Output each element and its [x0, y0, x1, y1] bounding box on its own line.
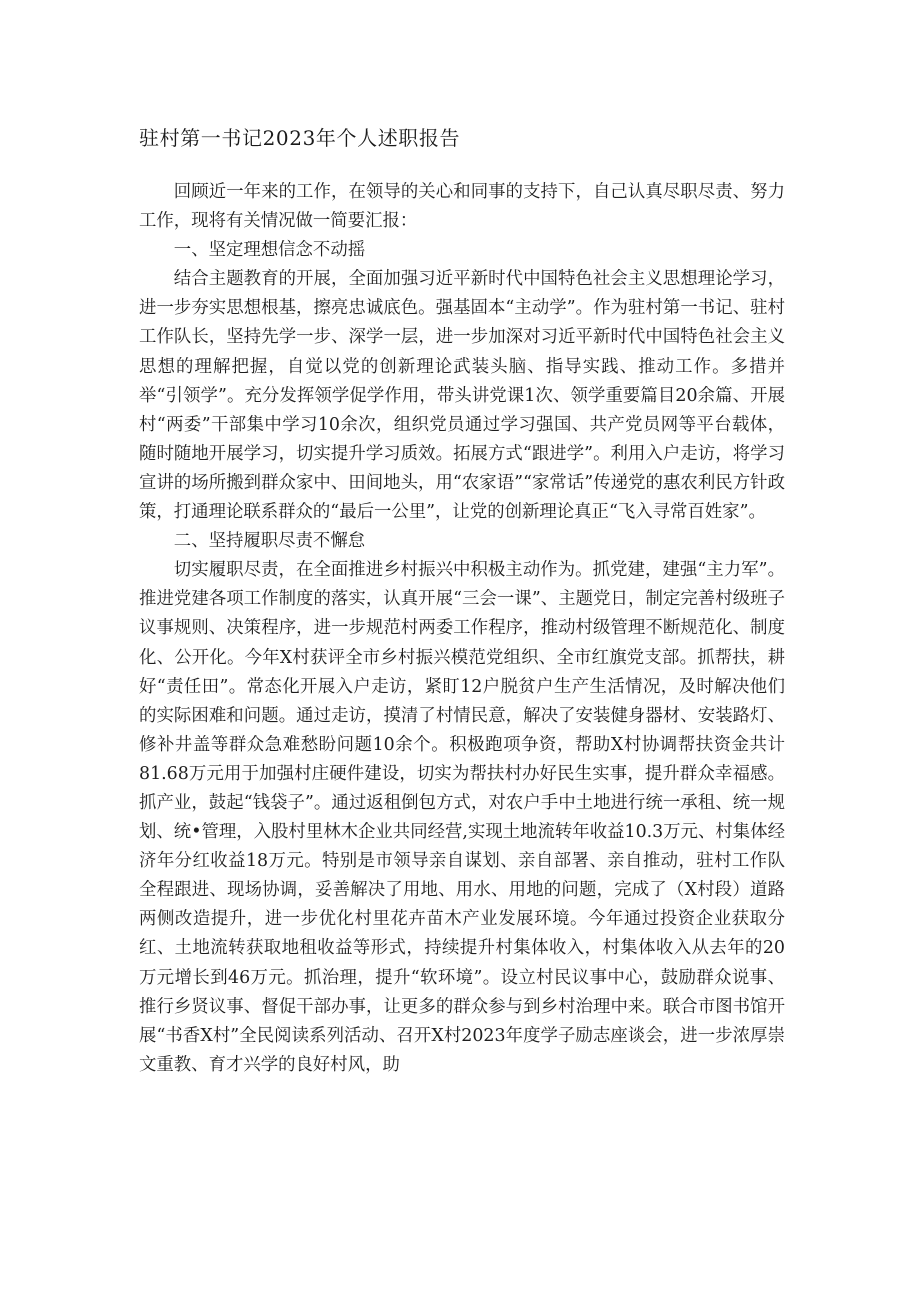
document-title: 驻村第一书记2023年个人述职报告 — [139, 126, 461, 150]
section-2-paragraph: 切实履职尽责，在全面推进乡村振兴中积极主动作为。抓党建，建强“主力军”。推进党建各项工作制度的落实，认真开展“三会一课”、主题党日，制定完善村级班子议事规则、决策程序，进一步规范村两委工作程序，推动村级管理不断规范化、制度化、公开化。今年X村获评全市乡村振兴模范党组织、全市红旗党支部。抓帮扶，耕好“责任田”。常态化开展入户走访，紧盯12户脱贫户生产生活情况，及时解决他们的实际困难和问题。通过走访，摸清了村情民意，解决了安装健身器材、安装路灯、修补井盖等群众急难愁盼问题10余个。积极跑项争资，帮助X村协调帮扶资金共计81.68万元用于加强村庄硬件建设，切实为帮扶村办好民生实事，提升群众幸福感。抓产业，鼓起“钱袋子”。通过返租倒包方式，对农户手中土地进行统一承租、统一规划、统•管理，入股村里林木企业共同经营,实现土地流转年收益10.3万元、村集体经济年分红收益18万元。特别是市领导亲自谋划、亲自部署、亲自推动，驻村工作队全程跟进、现场协调，妥善解决了用地、用水、用地的问题，完成了（X村段）道路两侧改造提升，进一步优化村里花卉苗木产业发展环境。今年通过投资企业获取分红、土地流转获取地租收益等形式，持续提升村集体收入，村集体收入从去年的20万元增长到46万元。抓治理，提升“软环境”。设立村民议事中心，鼓励群众说事、推行乡贤议事、督促干部办事，让更多的群众参与到乡村治理中来。联合市图书馆开展“书香X村”全民阅读系列活动、召开X村2023年度学子励志座谈会，进一步浓厚崇文重教、育才兴学的良好村风，助 — [139, 560, 785, 1075]
section-heading-2: 二、坚持履职尽责不懈怠 — [173, 531, 366, 552]
document-body — [139, 178, 785, 1080]
section-1-paragraph: 结合主题教育的开展，全面加强习近平新时代中国特色社会主义思想理论学习，进一步夯实思想根基，擦亮忠诚底色。强基固本“主动学”。作为驻村第一书记、驻村工作队长，坚持先学一步、深学一层，进一步加深对习近平新时代中国特色社会主义思想的理解把握，自觉以党的创新理论武装头脑、指导实践、推动工作。多措并举“引领学”。充分发挥领学促学作用，带头讲党课1次、领学重要篇目20余篇、开展村“两委”干部集中学习10余次，组织党员通过学习强国、共产党员网等平台载体，随时随地开展学习，切实提升学习质效。拓展方式“跟进学”。利用入户走访，将学习宣讲的场所搬到群众家中、田间地头，用“农家语”“家常话”传递党的惠农利民方针政策，打通理论联系群众的“最后一公里”，让党的创新理论真正“飞入寻常百姓家”。 — [139, 269, 785, 523]
intro-paragraph: 回顾近一年来的工作，在领导的关心和同事的支持下，自己认真尽职尽责、努力工作，现将有关情况做一简要汇报： — [139, 182, 785, 232]
section-heading-1: 一、坚定理想信念不动摇 — [173, 240, 366, 261]
